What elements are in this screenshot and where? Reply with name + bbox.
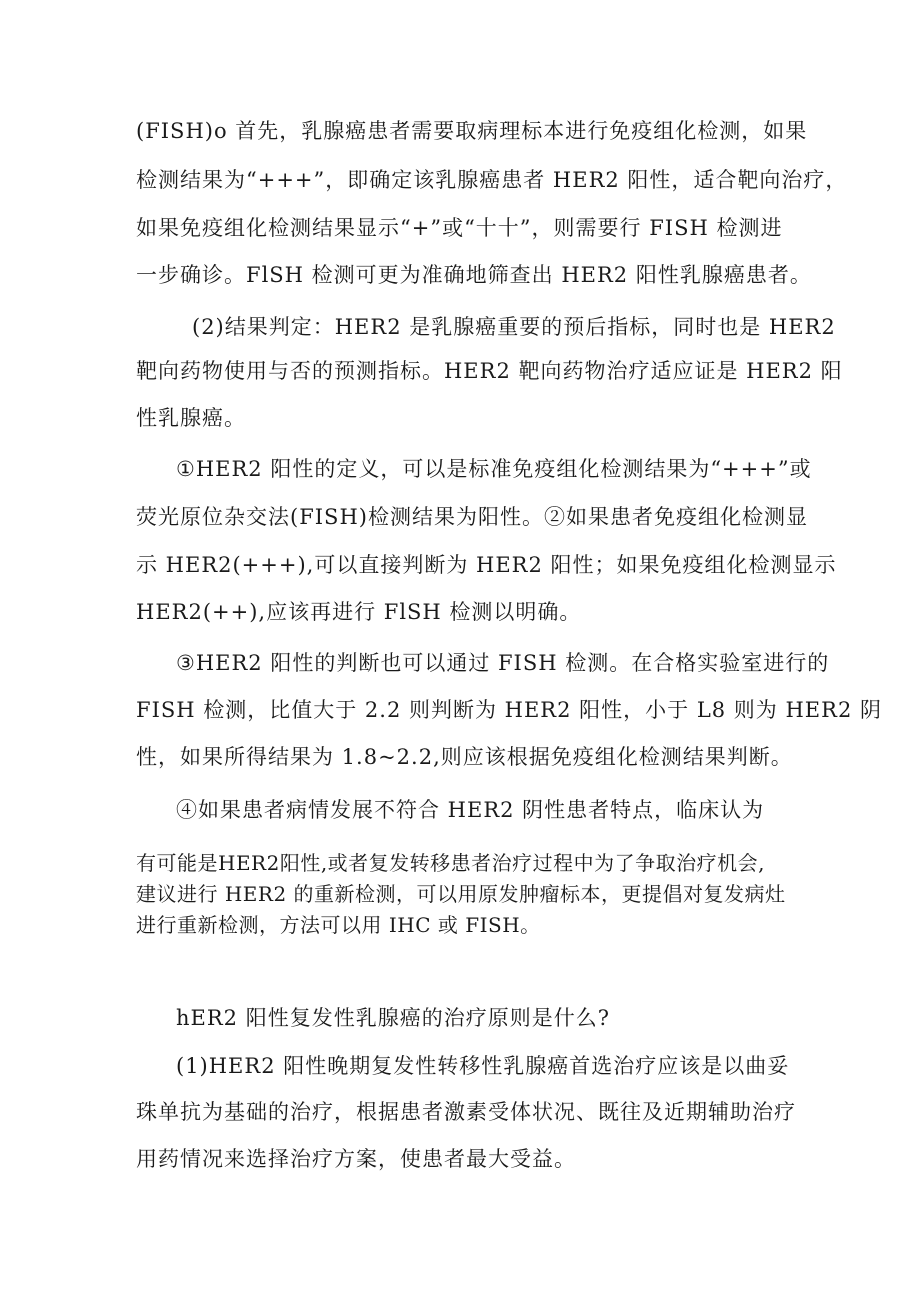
result-line-3: 性乳腺癌。 [136, 406, 246, 430]
treatment-line-2: 珠单抗为基础的治疗，根据患者激素受体状况、既往及近期辅助治疗 [136, 1100, 796, 1124]
definition-line-4: HER2(++),应该再进行 FlSH 检测以明确。 [136, 600, 582, 624]
fish-judgement-line-2: FISH 检测，比值大于 2.2 则判断为 HER2 阳性，小于 L8 则为 HER2 阴 [136, 698, 882, 722]
retest-line-1: ④如果患者病情发展不符合 HER2 阴性患者特点，临床认为 [176, 798, 765, 822]
retest-line-2: 有可能是HER2阳性,或者复发转移患者治疗过程中为了争取治疗机会, [136, 851, 766, 875]
definition-line-1: ①HER2 阳性的定义，可以是标准免疫组化检测结果为“+++”或 [176, 457, 812, 481]
fish-intro-line-4: 一步确诊。FlSH 检测可更为准确地筛查出 HER2 阳性乳腺癌患者。 [136, 263, 812, 287]
fish-judgement-line-1: ③HER2 阳性的判断也可以通过 FISH 检测。在合格实验室进行的 [176, 651, 830, 675]
definition-line-2: 荧光原位杂交法(FISH)检测结果为阳性。②如果患者免疫组化检测显 [136, 505, 808, 529]
definition-line-3: 示 HER2(+++),可以直接判断为 HER2 阳性；如果免疫组化检测显示 [136, 553, 837, 577]
fish-intro-line-3: 如果免疫组化检测结果显示“+”或“十十”，则需要行 FISH 检测进 [136, 216, 783, 240]
retest-line-3: 建议进行 HER2 的重新检测，可以用原发肿瘤标本，更提倡对复发病灶 [136, 882, 786, 906]
treatment-line-3: 用药情况来选择治疗方案，使患者最大受益。 [136, 1147, 576, 1171]
result-line-1: (2)结果判定：HER2 是乳腺癌重要的预后指标，同时也是 HER2 [192, 315, 836, 339]
fish-intro-line-2: 检测结果为“+++”，即确定该乳腺癌患者 HER2 阳性，适合靶向治疗， [136, 168, 848, 192]
fish-intro-line-1: (FISH)o 首先，乳腺癌患者需要取病理标本进行免疫组化检测，如果 [136, 119, 808, 143]
fish-judgement-line-3: 性，如果所得结果为 1.8~2.2,则应该根据免疫组化检测结果判断。 [136, 745, 793, 769]
section-heading: hER2 阳性复发性乳腺癌的治疗原则是什么? [176, 1006, 610, 1030]
retest-line-4: 进行重新检测，方法可以用 IHC 或 FISH。 [136, 913, 541, 937]
treatment-line-1: (1)HER2 阳性晚期复发性转移性乳腺癌首选治疗应该是以曲妥 [176, 1054, 790, 1078]
result-line-2: 靶向药物使用与否的预测指标。HER2 靶向药物治疗适应证是 HER2 阳 [136, 359, 843, 383]
